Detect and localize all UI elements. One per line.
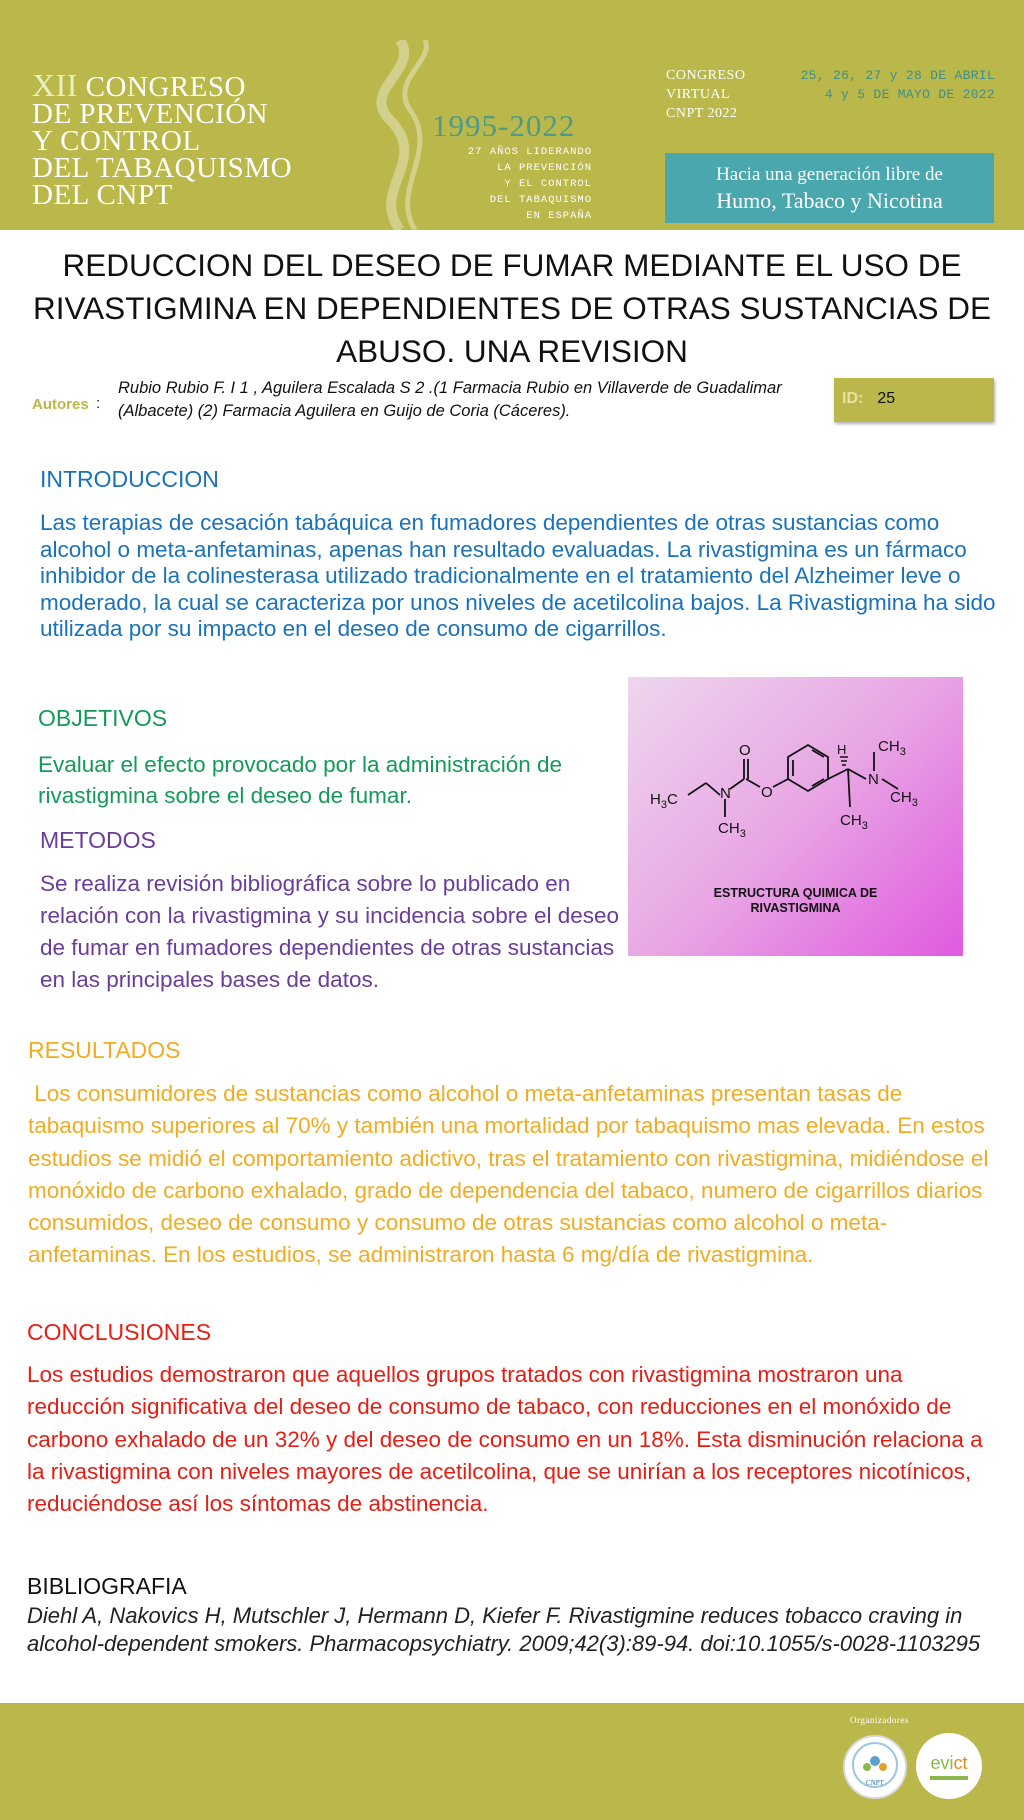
slogan-line2: Humo, Tabaco y Nicotina [716,188,943,213]
dates-line: 25, 26, 27 y 28 DE ABRIL [800,68,995,83]
congress-type-line: CNPT 2022 [666,106,738,121]
slogan-box [665,153,994,223]
evict-text-b: ct [953,1753,968,1773]
congress-title-line2: DE PREVENCIÓN [32,98,269,130]
metodos-text: Se realiza revisión bibliográfica sobre lo publicado en relación con la rivastigmina y su incidencia sobre el deseo de fumar en fumadores dependientes de otras sustancias en las principales bases de datos. [40,871,620,992]
atom-o-carbonyl: O [739,742,751,759]
cnpt-logo [843,1735,907,1799]
group-ch3-carbamate: $CH_3$ [718,820,746,840]
chemical-structure-figure [628,677,963,956]
anniversary-tagline [400,144,592,224]
congress-title-line1-rest: CONGRESO [85,71,246,103]
atom-n-carbamate: N [720,785,731,802]
congress-dates [770,66,995,104]
group-h3c: $H_3C$ [650,791,678,811]
group-ch3-chiral: $CH_3$ [840,812,868,832]
header-banner [0,0,1024,230]
cnpt-emblem-icon [845,1737,905,1797]
evict-logo-bar [930,1776,968,1780]
evict-logo [916,1733,982,1799]
id-value: 25 [877,390,896,407]
poster-title: REDUCCION DEL DESEO DE FUMAR MEDIANTE EL USO DE RIVASTIGMINA EN DEPENDIENTES DE OTRAS SUSTANCIAS DE ABUSO. UNA REVISION [33,247,991,369]
authors-colon: : [96,395,101,412]
group-ch3-amine-top: $CH_3$ [878,738,906,758]
group-ch3-amine-right: $CH_3$ [890,789,918,809]
congress-edition: XII [32,67,78,103]
bibliography-text: Diehl A, Nakovics H, Mutschler J, Hermann D, Kiefer F. Rivastigmine reduces tobacco craving in alcohol-dependent smokers. Pharmacopsychiatry. 2009;42(3):89-94. doi:10.1055/s-0028-1103295 [27,1603,981,1656]
authors-text: Rubio Rubio F. I 1 , Aguilera Escalada S 2 .(1 Farmacia Rubio en Villaverde de Guadalimar (Albacete) (2) Farmacia Aguilera en Guijo de Coria (Cáceres). [118,379,782,420]
tagline-line: DEL TABAQUISMO [489,194,592,206]
cnpt-logo-text: CNPT [866,1779,884,1787]
atom-o-ester: O [761,784,773,801]
tagline-line: 27 AÑOS LIDERANDO [467,146,592,158]
atom-n-amine: N [868,771,879,788]
id-label: ID: [842,390,864,407]
intro-text: Las terapias de cesación tabáquica en fumadores dependientes de otras sustancias como alcohol o meta-anfetaminas, apenas han resultado evaluadas. La rivastigmina es un fármaco inhibidor de la colinesterasa utilizado tradicionalmente en el tratamiento del Alzheimer leve o moderado, la cual se caracteriza por unos niveles de acetilcolina bajos. La Rivastigmina ha sido utilizada por su impacto en el deseo de consumo de cigarrillos. [40,510,996,641]
intro-heading: INTRODUCCION [40,466,219,492]
congress-title-line3: Y CONTROL [32,125,201,157]
dates-line: 4 y 5 DE MAYO DE 2022 [824,87,995,102]
congress-title-line4: DEL TABAQUISMO [32,152,293,184]
tagline-line: EN ESPAÑA [526,210,592,222]
congress-type [666,66,745,123]
atom-h: H [837,742,847,757]
evict-logo-text [916,1753,982,1774]
tagline-line: Y EL CONTROL [504,178,592,190]
congress-type-line: CONGRESO [666,68,746,83]
figure-caption-line2: RIVASTIGMINA [750,901,841,915]
conclusiones-text: Los estudios demostraron que aquellos grupos tratados con rivastigmina mostraron una reducción significativa del deseo de consumo de tabaco, con reducciones en el monóxido de carbono exhalado de un 32% y del deseo de consumo en un 18%. Esta disminución relaciona a la rivastigmina con niveles mayores de acetilcolina, que se unirían a los receptores nicotínicos, reduciéndose así los síntomas de abstinencia. [27,1362,983,1517]
conclusiones-heading: CONCLUSIONES [27,1319,212,1345]
resultados-heading: RESULTADOS [28,1037,181,1063]
footer-banner [0,1703,1024,1820]
figure-caption [628,886,963,916]
congress-title [32,67,293,211]
tagline-line: LA PREVENCIÓN [497,162,592,174]
evict-text-a: evi [930,1753,954,1773]
organizers-label: Organizadores [850,1715,909,1725]
metodos-heading: METODOS [40,827,156,853]
congress-title-line5: DEL CNPT [32,179,173,211]
bibliography-heading: BIBLIOGRAFIA [27,1573,187,1599]
anniversary-years: 1995-2022 [432,108,576,143]
objetivos-text: Evaluar el efecto provocado por la administración de rivastigmina sobre el deseo de fumar. [38,752,563,808]
id-box [834,378,994,422]
slogan-line1: Hacia una generación libre de [716,164,943,185]
resultados-text: Los consumidores de sustancias como alcohol o meta-anfetaminas presentan tasas de tabaquismo superiores al 70% y también una mortalidad por tabaquismo mas elevada. En estos estudios se midió el comportamiento adictivo, tras el tratamiento con rivastigmina, midiéndose el monóxido de carbono exhalado, grado de dependencia del tabaco, numero de cigarrillos diarios consumidos, deseo de consumo y consumo de otras sustancias como alcohol o meta-anfetaminas. En los estudios, se administraron hasta 6 mg/día de rivastigmina. [28,1081,995,1268]
authors-label: Autores [32,396,89,413]
figure-caption-line1: ESTRUCTURA QUIMICA DE [713,886,878,900]
objetivos-heading: OBJETIVOS [38,705,168,731]
congress-type-line: VIRTUAL [666,87,731,102]
